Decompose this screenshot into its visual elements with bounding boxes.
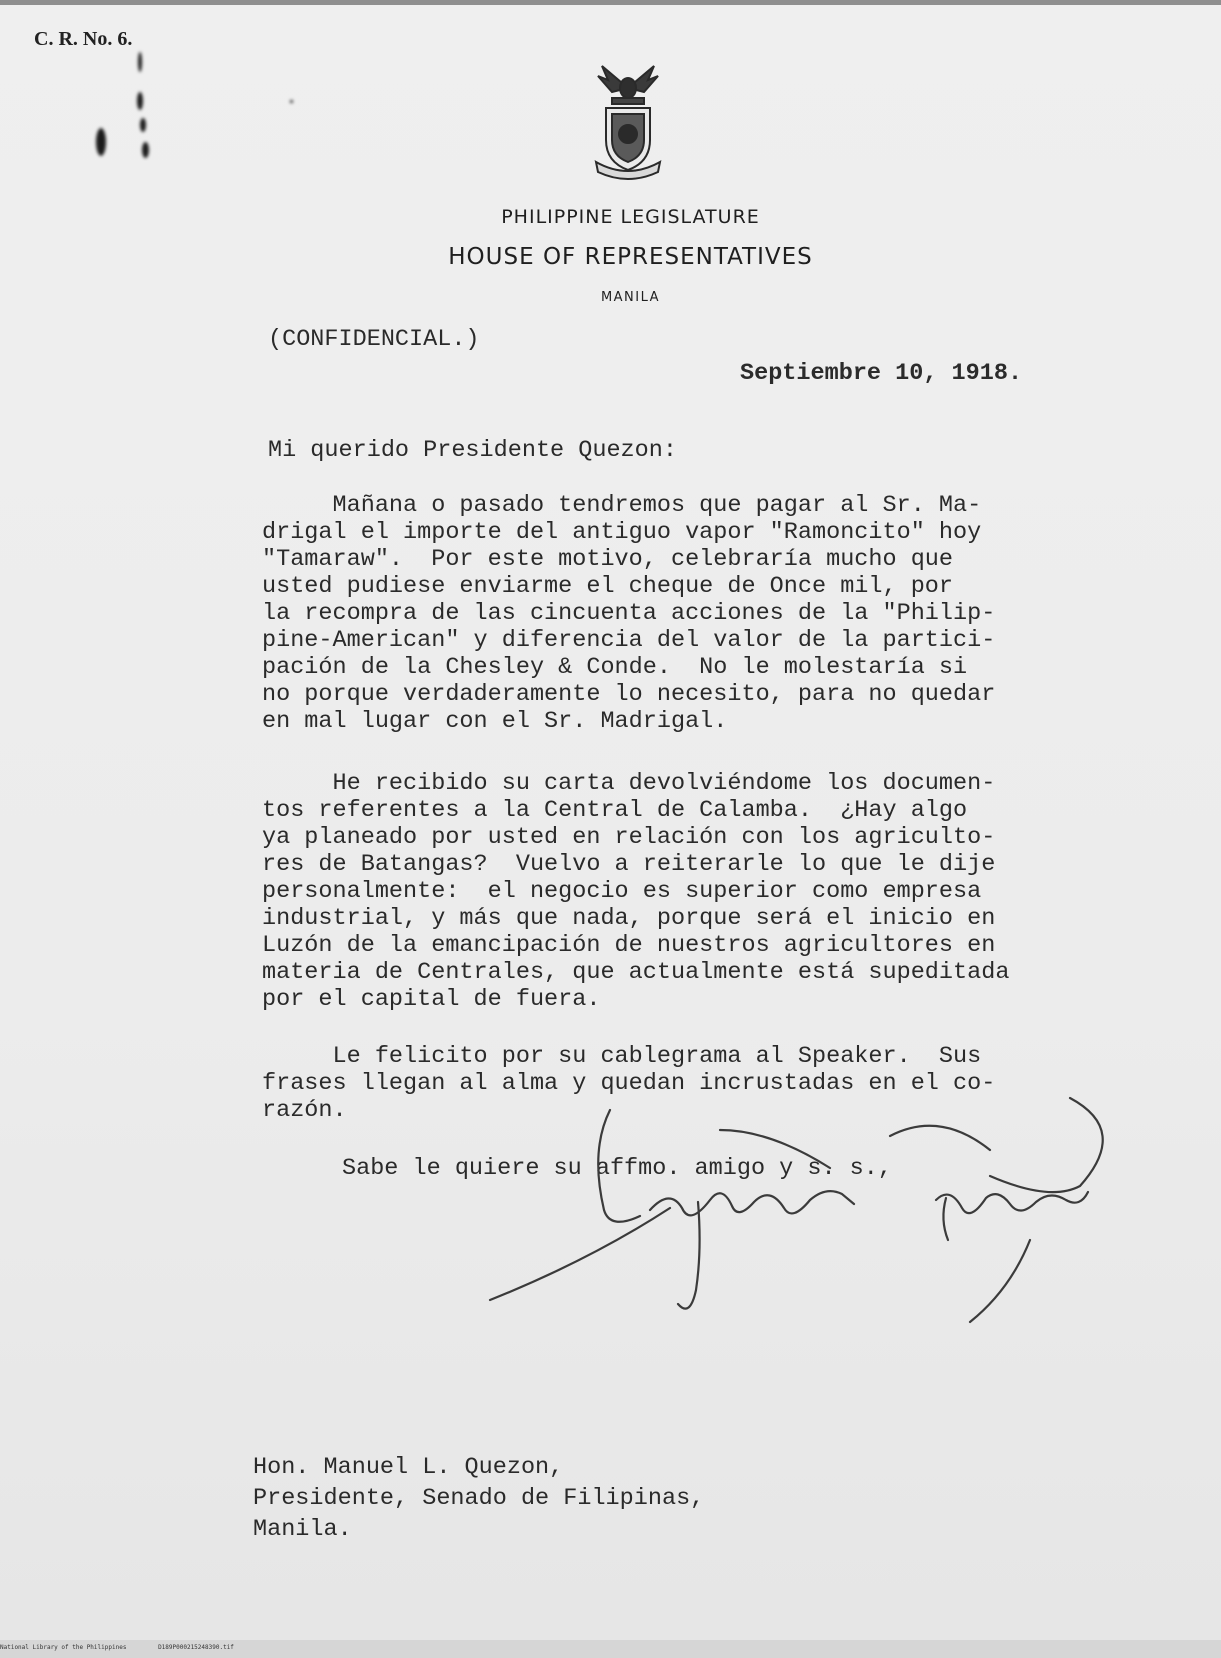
addressee-block: Hon. Manuel L. Quezon, Presidente, Senado de Filipinas, Manila. xyxy=(253,1454,705,1543)
salutation: Mi querido Presidente Quezon: xyxy=(268,437,677,464)
letterhead-city: MANILA xyxy=(600,290,661,305)
letter-date: Septiembre 10, 1918. xyxy=(740,360,1023,387)
letterhead-house: HOUSE OF REPRESENTATIVES xyxy=(448,244,813,270)
scan-top-edge xyxy=(0,0,1221,5)
paragraph-calamba: He recibido su carta devolviéndome los documen- tos referentes a la Central de Calamba. ¿Hay algo ya planeado por usted en relación con los agriculto- res de Batangas? Vuelvo a reiterarle lo que le dije personalmente: el negocio es superior como empresa industrial, y más que nada, porque será el inicio en Luzón de la emancipación de nuestros agricultores en materia de Centrales, que actualmente está supeditada por el capital de fuera. xyxy=(262,770,1010,1013)
ink-blot xyxy=(290,100,293,103)
scan-footer xyxy=(0,1644,1221,1658)
footer-library: National Library of the Philippines xyxy=(0,1644,127,1651)
handwritten-signature xyxy=(470,1090,1130,1330)
eagle-seal-icon xyxy=(588,58,668,186)
paragraph-payment: Mañana o pasado tendremos que pagar al Sr. Ma- drigal el importe del antiguo vapor "Ramoncito" hoy "Tamaraw". Por este motivo, celebraría mucho que usted pudiese enviarme el cheque de Once mil, por la recompra de las cincuenta acciones de la "Philip- pine-American" y diferencia del valor de la partici- pación de la Chesley & Conde. No le molestaría si no porque verdaderamente lo necesito, para no quedar en mal lugar con el Sr. Madrigal. xyxy=(262,492,996,735)
closing-line: Sabe le quiere su affmo. amigo y s. s., xyxy=(342,1155,892,1182)
confidential-label: (CONFIDENCIAL.) xyxy=(268,326,480,353)
ink-blot xyxy=(137,92,143,110)
ink-blot xyxy=(140,118,146,132)
letterhead-legislature: PHILIPPINE LEGISLATURE xyxy=(501,206,760,228)
document-code: C. R. No. 6. xyxy=(34,28,133,50)
footer-file: D189P000215248390.tif xyxy=(158,1644,234,1651)
ink-blot xyxy=(142,142,149,158)
ink-blot xyxy=(138,52,142,72)
ink-blot xyxy=(96,128,106,156)
paragraph-congratulations: Le felicito por su cablegrama al Speaker. Sus frases llegan al alma y quedan incrustadas en el co- razón. xyxy=(262,1043,996,1124)
